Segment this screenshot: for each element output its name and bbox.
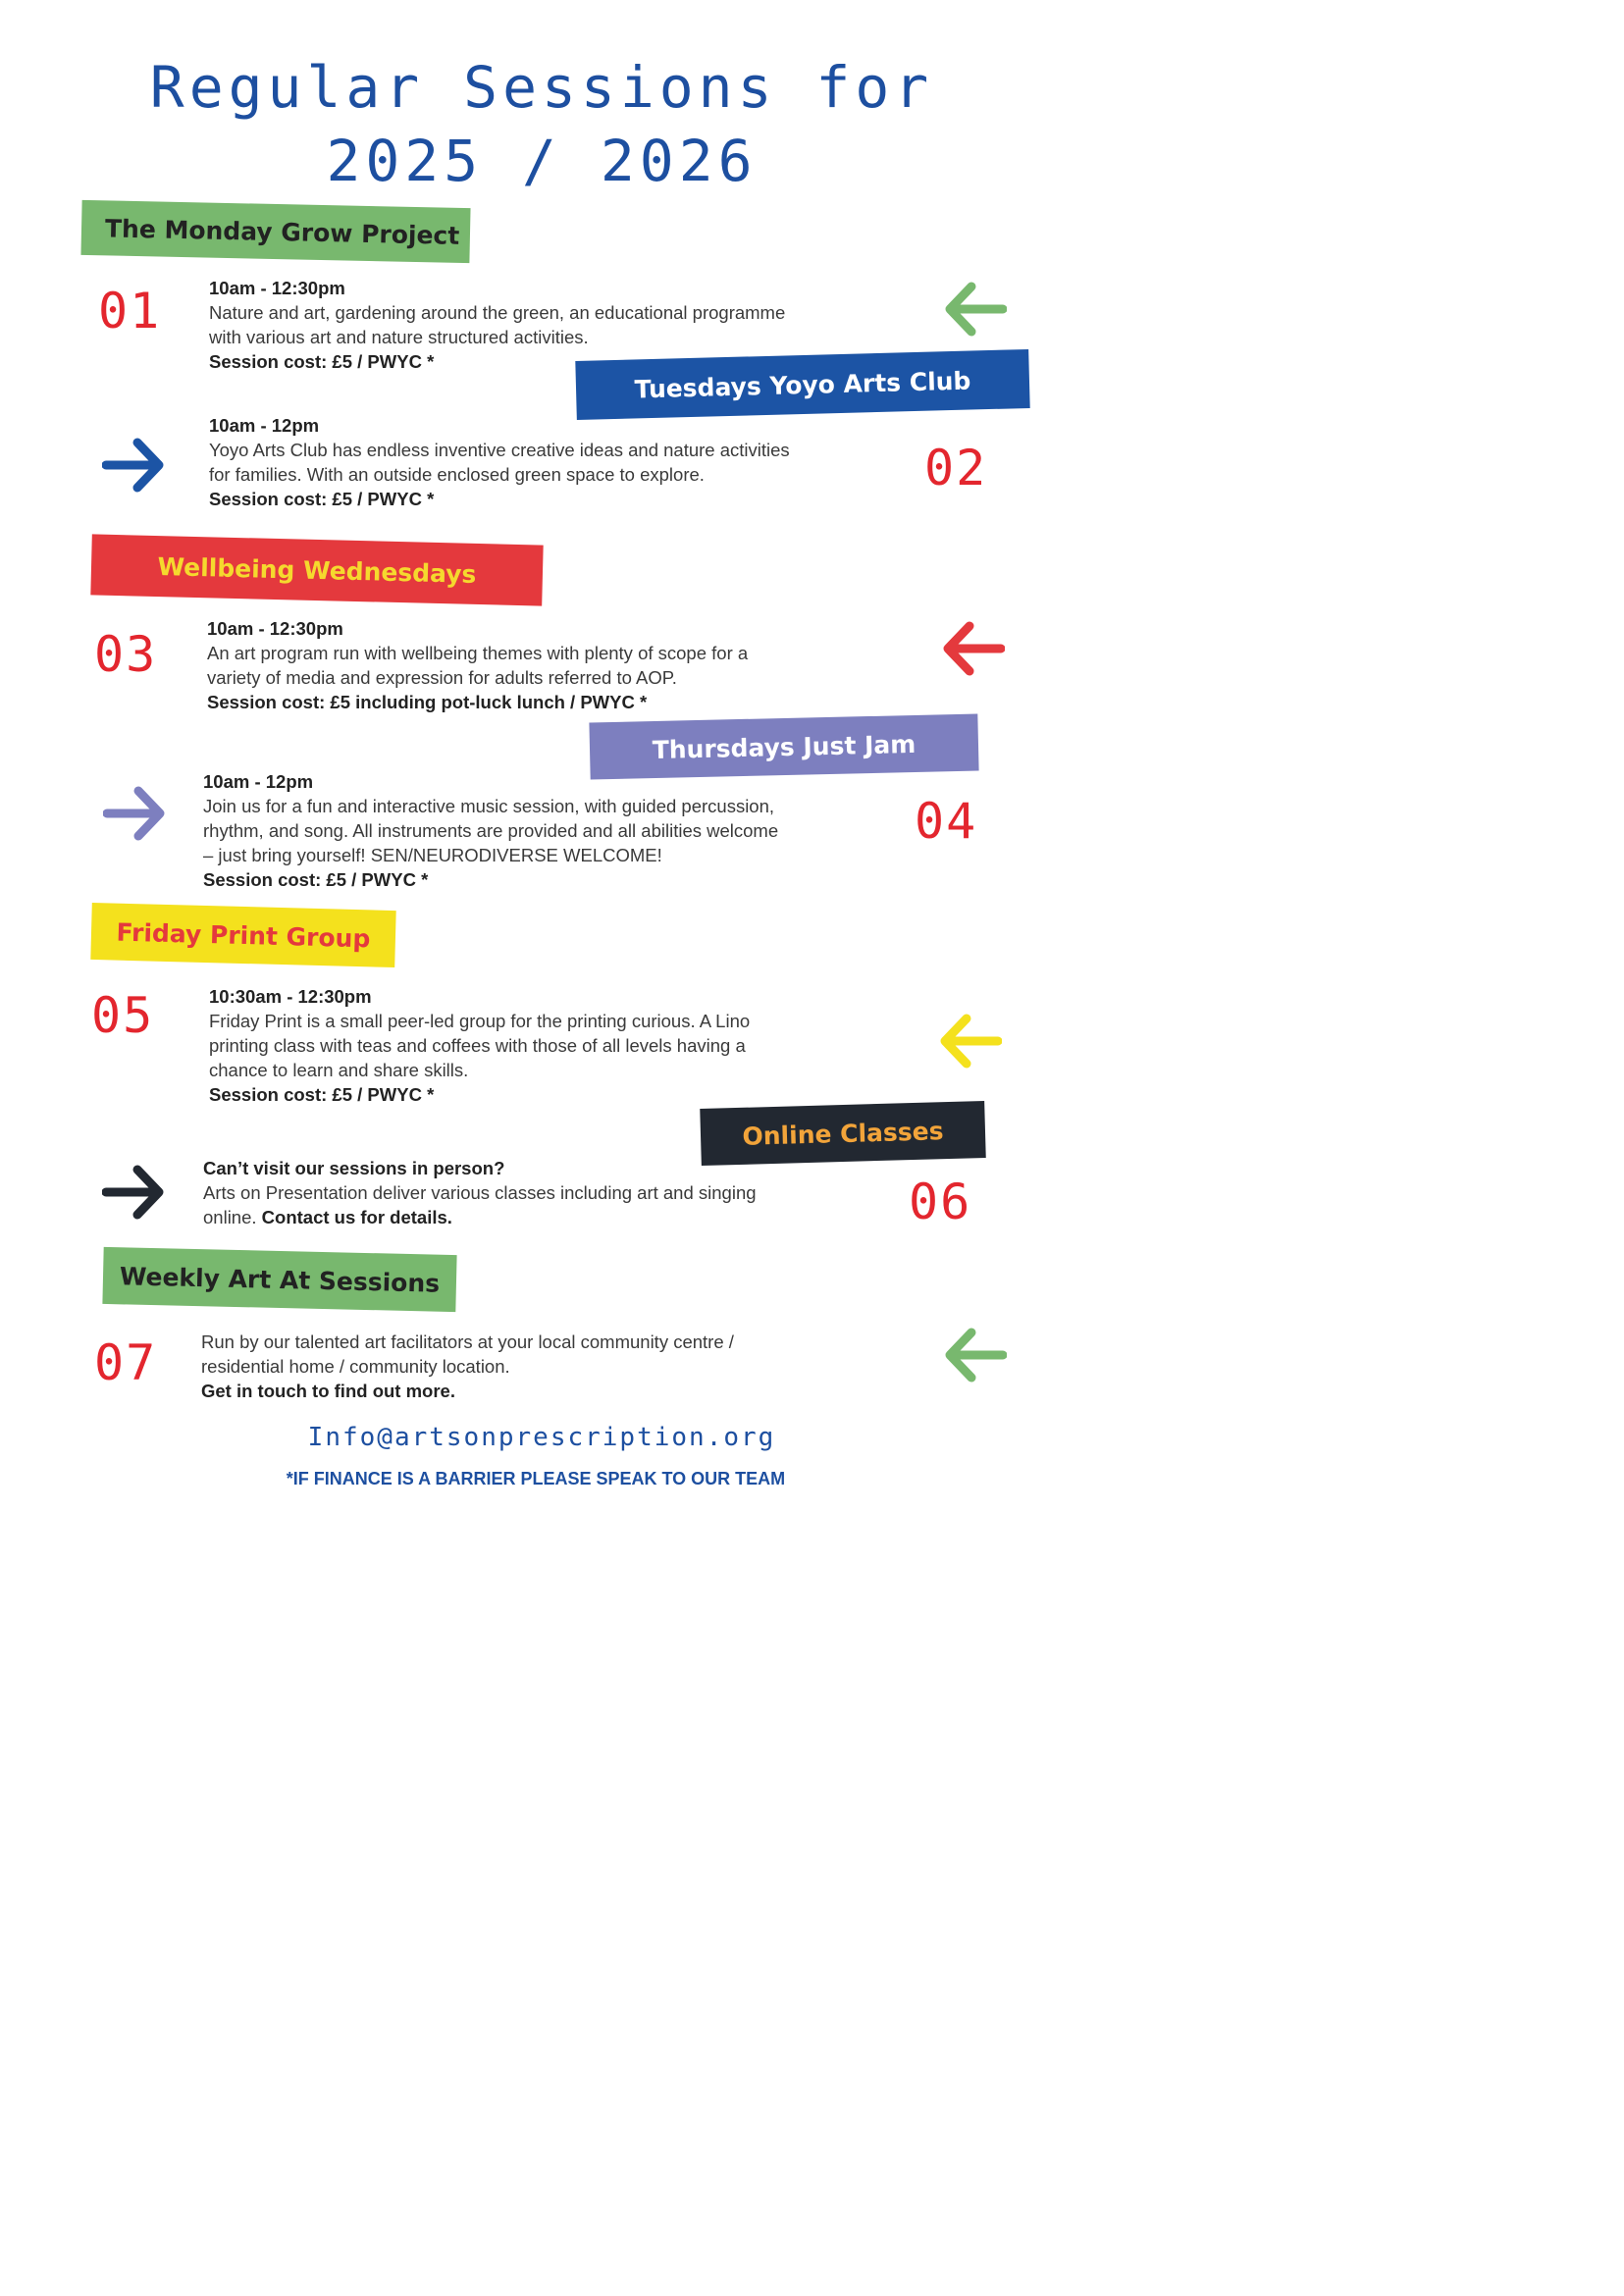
- session-description-line: residential home / community location.: [201, 1356, 510, 1377]
- session-number-06: 06: [909, 1174, 972, 1230]
- banner-thursdays-just-jam: Thursdays Just Jam: [589, 714, 978, 780]
- page-title-line-2: 2025 / 2026: [326, 128, 758, 194]
- session-description-line: An art program run with wellbeing themes with plenty of scope for a: [207, 643, 749, 663]
- session-description-line: [203, 1205, 910, 1229]
- session-cost: Session cost: £5 / PWYC *: [203, 869, 429, 890]
- session-time: 10:30am - 12:30pm: [209, 986, 372, 1007]
- arrow-left-icon: [942, 1325, 1007, 1385]
- arrow-right-icon: [102, 1162, 167, 1223]
- get-in-touch-cta: Get in touch to find out more.: [201, 1381, 455, 1401]
- session-description-line: chance to learn and share skills.: [209, 1060, 469, 1080]
- session-description-line: – just bring yourself! SEN/NEURODIVERSE WELCOME!: [203, 845, 662, 865]
- banner-monday-grow-project: The Monday Grow Project: [80, 200, 470, 263]
- session-description-line: Nature and art, gardening around the green, an educational programme: [209, 302, 786, 323]
- online-heading: Can’t visit our sessions in person?: [203, 1158, 505, 1178]
- arrow-left-icon: [937, 1011, 1002, 1071]
- description-tail: online.: [203, 1207, 262, 1227]
- session-description-line: printing class with teas and coffees with those of all levels having a: [209, 1035, 746, 1056]
- banner-wellbeing-wednesdays: Wellbeing Wednesdays: [90, 534, 543, 605]
- session-cost: Session cost: £5 / PWYC *: [209, 489, 435, 509]
- session-block-03: [207, 616, 914, 714]
- session-block-06: [203, 1156, 910, 1229]
- arrow-left-icon: [940, 618, 1005, 679]
- session-description-line: Arts on Presentation deliver various classes including art and singing: [203, 1182, 757, 1203]
- contact-us-cta: Contact us for details.: [261, 1207, 452, 1227]
- banner-weekly-art-at-sessions: Weekly Art At Sessions: [102, 1247, 456, 1312]
- session-block-02: [209, 413, 916, 511]
- session-time: 10am - 12pm: [209, 415, 320, 436]
- arrow-left-icon: [942, 279, 1007, 339]
- banner-friday-print-group: Friday Print Group: [90, 903, 395, 967]
- session-description-line: with various art and nature structured activities.: [209, 327, 589, 347]
- session-cost: Session cost: £5 / PWYC *: [209, 351, 435, 372]
- session-block-07: [201, 1330, 908, 1403]
- session-description-line: for families. With an outside enclosed green space to explore.: [209, 464, 705, 485]
- session-description-line: Yoyo Arts Club has endless inventive creative ideas and nature activities: [209, 440, 790, 460]
- session-description-line: Join us for a fun and interactive music session, with guided percussion,: [203, 796, 775, 816]
- banner-online-classes: Online Classes: [700, 1101, 986, 1166]
- session-block-04: [203, 769, 910, 892]
- session-number-01: 01: [98, 283, 162, 339]
- page-title-line-1: Regular Sessions for: [149, 54, 934, 121]
- session-number-07: 07: [94, 1334, 158, 1391]
- session-time: 10am - 12:30pm: [207, 618, 343, 639]
- session-cost: Session cost: £5 including pot-luck lunch / PWYC *: [207, 692, 648, 712]
- session-number-04: 04: [915, 793, 978, 850]
- session-description-line: rhythm, and song. All instruments are provided and all abilities welcome: [203, 820, 779, 841]
- session-cost: Session cost: £5 / PWYC *: [209, 1084, 435, 1105]
- session-description-line: variety of media and expression for adults referred to AOP.: [207, 667, 677, 688]
- arrow-right-icon: [103, 783, 168, 844]
- session-block-05: [209, 984, 916, 1107]
- banner-tuesdays-yoyo-arts-club: Tuesdays Yoyo Arts Club: [575, 349, 1029, 420]
- session-time: 10am - 12pm: [203, 771, 314, 792]
- session-number-05: 05: [91, 987, 155, 1044]
- session-number-02: 02: [924, 440, 988, 496]
- finance-footnote: *IF FINANCE IS A BARRIER PLEASE SPEAK TO OUR TEAM: [286, 1469, 786, 1488]
- session-time: 10am - 12:30pm: [209, 278, 345, 298]
- session-description-line: Run by our talented art facilitators at your local community centre /: [201, 1331, 734, 1352]
- session-description-line: Friday Print is a small peer-led group for the printing curious. A Lino: [209, 1011, 751, 1031]
- arrow-right-icon: [102, 435, 167, 496]
- contact-email[interactable]: Info@artsonprescription.org: [307, 1423, 776, 1452]
- session-number-03: 03: [94, 626, 158, 683]
